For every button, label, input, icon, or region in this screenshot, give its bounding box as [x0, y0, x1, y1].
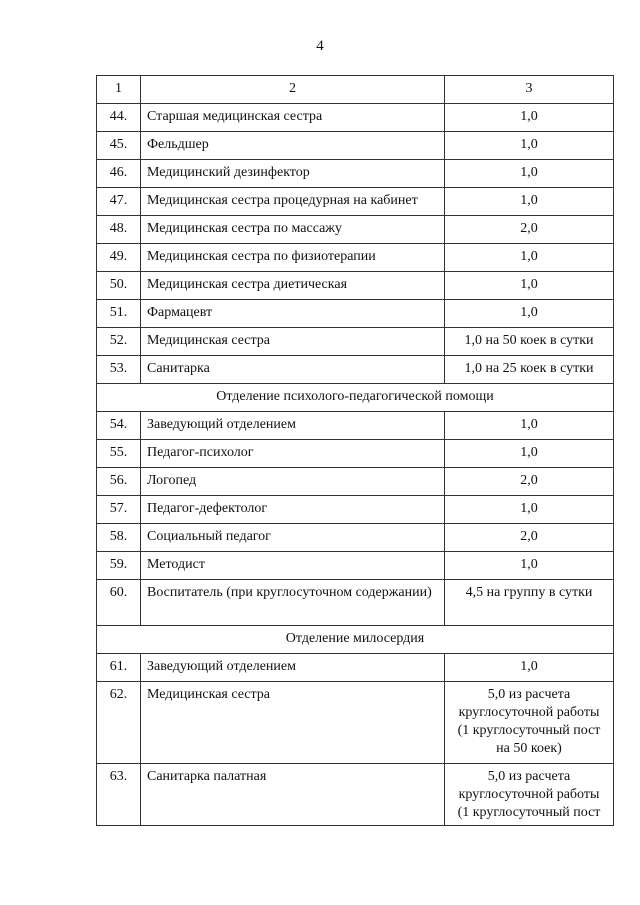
- row-position: Медицинская сестра процедурная на кабинет: [141, 188, 445, 216]
- row-norm: 1,0: [445, 272, 614, 300]
- row-number: 52.: [97, 328, 141, 356]
- row-position: Фельдшер: [141, 132, 445, 160]
- row-number: 44.: [97, 104, 141, 132]
- row-number: 50.: [97, 272, 141, 300]
- table-row: [97, 682, 614, 764]
- row-position: Заведующий отделением: [141, 654, 445, 682]
- row-number: 57.: [97, 496, 141, 524]
- row-position: Педагог-дефектолог: [141, 496, 445, 524]
- section-psych-ped-title: Отделение психолого-педагогической помощи: [97, 384, 614, 412]
- row-norm-line: на 50 коек): [496, 741, 562, 756]
- header-col-3: 3: [445, 76, 614, 104]
- row-position: Медицинская сестра: [141, 682, 445, 764]
- table-row: [97, 216, 614, 244]
- row-position: Санитарка палатная: [141, 764, 445, 826]
- row-position: Медицинская сестра диетическая: [141, 272, 445, 300]
- row-norm: 2,0: [445, 524, 614, 552]
- table-row: [97, 104, 614, 132]
- row-position: Медицинская сестра: [141, 328, 445, 356]
- header-col-1: 1: [97, 76, 141, 104]
- section-psych-ped: [97, 384, 614, 412]
- row-norm: 1,0: [445, 654, 614, 682]
- table-row: [97, 496, 614, 524]
- section-mercy-title: Отделение милосердия: [97, 626, 614, 654]
- row-norm: 2,0: [445, 216, 614, 244]
- row-norm: [445, 682, 614, 764]
- page-number: 4: [316, 38, 324, 54]
- section-mercy: [97, 626, 614, 654]
- table-row: [97, 160, 614, 188]
- row-number: 58.: [97, 524, 141, 552]
- row-norm: 1,0: [445, 552, 614, 580]
- table-row: [97, 132, 614, 160]
- row-norm: 1,0: [445, 160, 614, 188]
- row-norm: 2,0: [445, 468, 614, 496]
- row-norm: 1,0: [445, 440, 614, 468]
- row-position: Педагог-психолог: [141, 440, 445, 468]
- table-row: [97, 552, 614, 580]
- row-number: 49.: [97, 244, 141, 272]
- row-norm: 1,0: [445, 244, 614, 272]
- row-position: Методист: [141, 552, 445, 580]
- row-number: 45.: [97, 132, 141, 160]
- table-row: [97, 524, 614, 552]
- table-row: [97, 188, 614, 216]
- row-norm: 1,0 на 25 коек в сутки: [445, 356, 614, 384]
- row-number: 61.: [97, 654, 141, 682]
- table-row: [97, 580, 614, 626]
- table-row: [97, 654, 614, 682]
- table-row: [97, 300, 614, 328]
- row-position: Медицинский дезинфектор: [141, 160, 445, 188]
- table-header-row: [97, 76, 614, 104]
- table-row: [97, 440, 614, 468]
- table-row: [97, 468, 614, 496]
- row-position: Воспитатель (при круглосуточном содержании): [141, 580, 445, 626]
- row-position: Старшая медицинская сестра: [141, 104, 445, 132]
- row-norm-line: круглосуточной работы: [458, 787, 600, 802]
- row-norm-line: 5,0 из расчета: [487, 769, 571, 784]
- row-number: 54.: [97, 412, 141, 440]
- row-norm: 1,0: [445, 496, 614, 524]
- row-norm: [445, 764, 614, 826]
- row-number: 47.: [97, 188, 141, 216]
- row-number: 55.: [97, 440, 141, 468]
- row-number: 60.: [97, 580, 141, 626]
- row-number: 63.: [97, 764, 141, 826]
- row-norm: 1,0: [445, 104, 614, 132]
- row-number: 62.: [97, 682, 141, 764]
- row-number: 56.: [97, 468, 141, 496]
- row-number: 48.: [97, 216, 141, 244]
- row-position: Медицинская сестра по физиотерапии: [141, 244, 445, 272]
- table-row: [97, 412, 614, 440]
- table-row: [97, 356, 614, 384]
- row-position: Социальный педагог: [141, 524, 445, 552]
- row-position: Заведующий отделением: [141, 412, 445, 440]
- row-norm-line: круглосуточной работы: [458, 705, 600, 720]
- row-number: 46.: [97, 160, 141, 188]
- table-row: [97, 328, 614, 356]
- staffing-table: [96, 75, 614, 826]
- row-norm: 1,0: [445, 412, 614, 440]
- row-norm: 4,5 на группу в сутки: [445, 580, 614, 626]
- row-position: Фармацевт: [141, 300, 445, 328]
- row-norm-line: (1 круглосуточный пост: [457, 723, 601, 738]
- row-position: Логопед: [141, 468, 445, 496]
- row-position: Санитарка: [141, 356, 445, 384]
- row-norm: 1,0: [445, 188, 614, 216]
- row-norm: 1,0 на 50 коек в сутки: [445, 328, 614, 356]
- table-row: [97, 272, 614, 300]
- row-number: 53.: [97, 356, 141, 384]
- table-row: [97, 244, 614, 272]
- row-norm: 1,0: [445, 300, 614, 328]
- row-norm-line: (1 круглосуточный пост: [457, 805, 601, 820]
- row-number: 51.: [97, 300, 141, 328]
- row-norm: 1,0: [445, 132, 614, 160]
- row-number: 59.: [97, 552, 141, 580]
- row-norm-line: 5,0 из расчета: [487, 687, 571, 702]
- header-col-2: 2: [141, 76, 445, 104]
- table-row: [97, 764, 614, 826]
- row-position: Медицинская сестра по массажу: [141, 216, 445, 244]
